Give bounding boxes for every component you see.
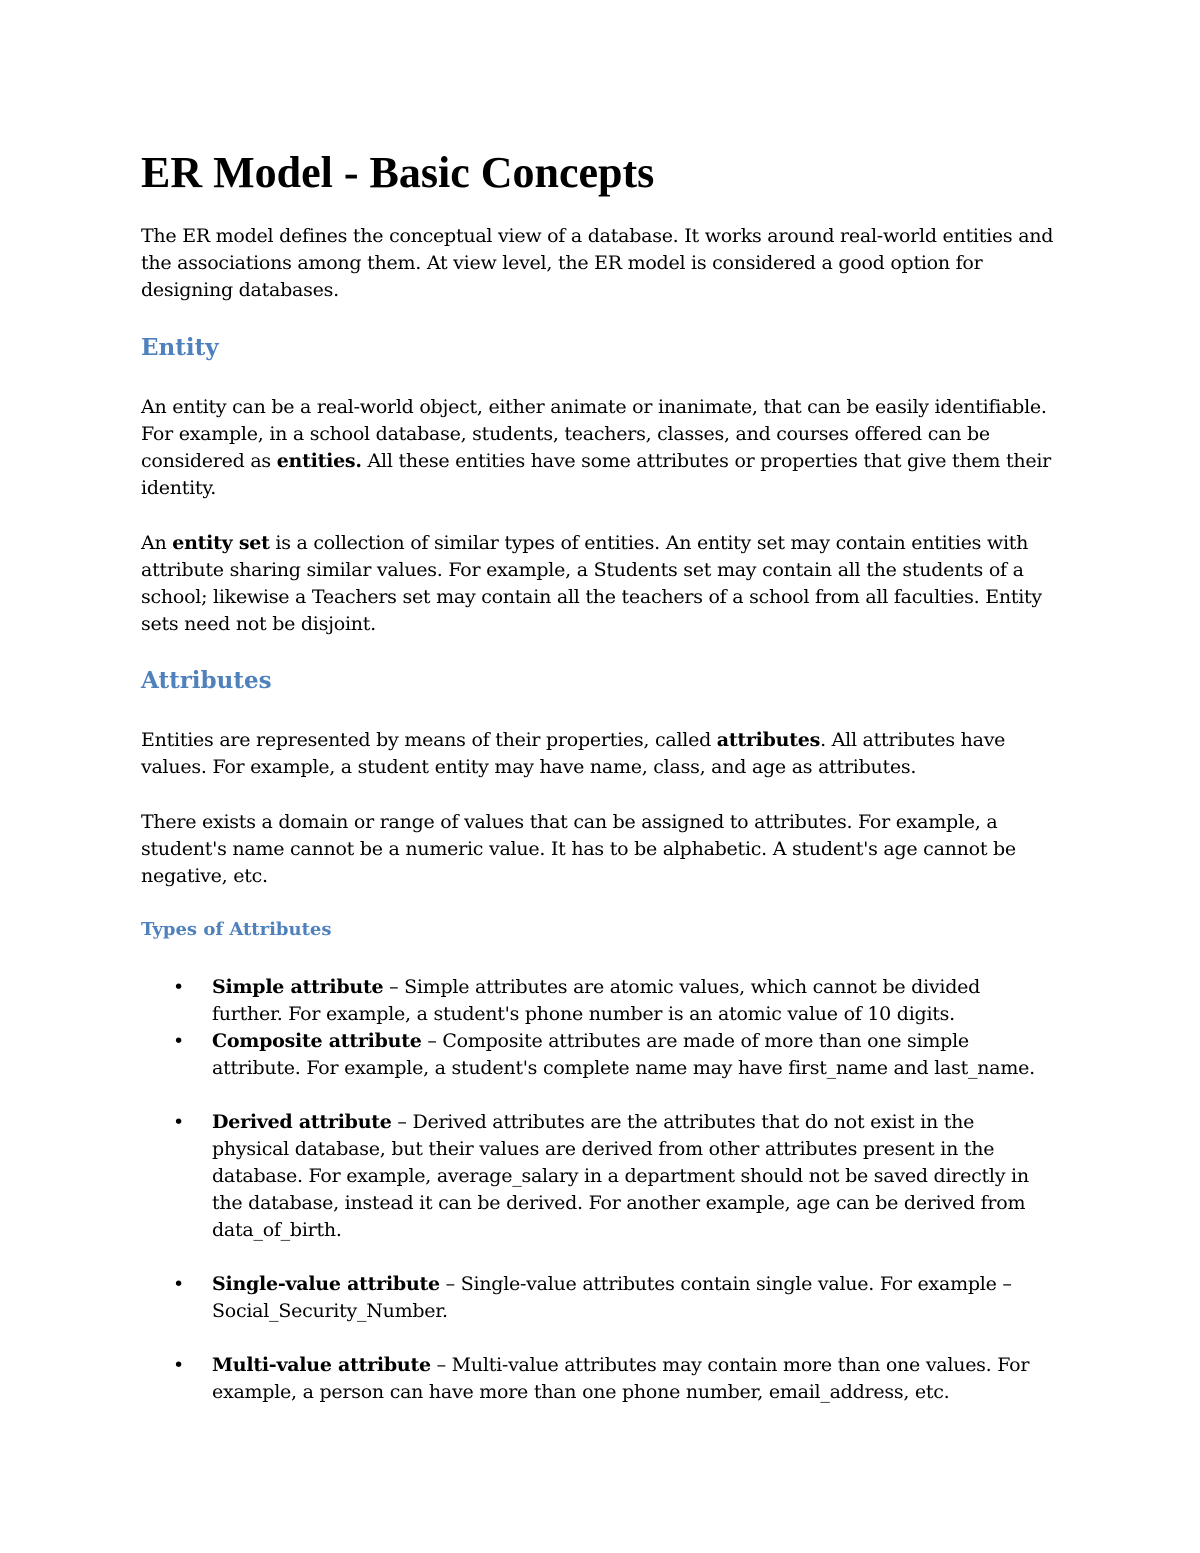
list-item-desc: – Composite attributes are made of more than one simple attribute. For example, a student's complete name may have first_name and last_name. [212, 1030, 1035, 1079]
list-item-term: Derived attribute [212, 1111, 392, 1133]
entity-heading: Entity [141, 334, 219, 361]
attribute-types-list [141, 974, 1056, 1406]
types-of-attributes-heading: Types of Attributes [141, 919, 332, 940]
entity-p2-text-a: An [141, 532, 173, 554]
attributes-heading: Attributes [141, 667, 272, 694]
bullet-icon: • [173, 1273, 184, 1295]
list-item [141, 1028, 1056, 1082]
entity-set-paragraph [141, 530, 1056, 638]
entity-p1-text-b: All these entities have some attributes or properties that give them their identity. [141, 450, 1052, 499]
entity-paragraph-1 [141, 394, 1056, 502]
list-item-desc: – Derived attributes are the attributes that do not exist in the physical database, but their values are derived from other attributes present in the database. For example, average_salary in a department should not be saved directly in the database, instead it can be derived. For another example, age can be derived from data_of_birth. [212, 1111, 1029, 1241]
list-item-desc: – Single-value attributes contain single value. For example – Social_Security_Number. [212, 1273, 1012, 1322]
list-item-term: Multi-value attribute [212, 1354, 431, 1376]
attributes-p1-text-a: Entities are represented by means of their properties, called [141, 729, 717, 751]
entity-set-bold: entity set [172, 532, 270, 554]
bullet-icon: • [173, 1030, 184, 1052]
entity-p1-text-a: An entity can be a real-world object, either animate or inanimate, that can be easily identifiable. For example, in a school database, students, teachers, classes, and courses offered can be considered as [141, 396, 1047, 472]
bullet-icon: • [173, 976, 184, 998]
page-title: ER Model - Basic Concepts [141, 148, 655, 197]
entity-p1-bold: entities. [276, 450, 362, 472]
bullet-icon: • [173, 1354, 184, 1376]
entity-p2-text-b: is a collection of similar types of entities. An entity set may contain entities with attribute sharing similar values. For example, a Students set may contain all the students of a school; likewise a Teachers set may contain all the teachers of a school from all faculties. Entity sets need not be disjoint. [141, 532, 1042, 635]
attributes-bold: attributes [716, 729, 821, 751]
list-item-term: Single-value attribute [212, 1273, 440, 1295]
list-item [141, 1271, 1056, 1325]
list-item [141, 1109, 1056, 1244]
attributes-paragraph-2: There exists a domain or range of values that can be assigned to attributes. For example, a student's name cannot be a numeric value. It has to be alphabetic. A student's age cannot be negative, etc. [141, 811, 1016, 887]
attributes-p1-text-b: . All attributes have values. For example, a student entity may have name, class, and age as attributes. [141, 729, 1006, 778]
list-item [141, 974, 1056, 1028]
attributes-paragraph-1 [141, 727, 1056, 781]
list-item-term: Composite attribute [212, 1030, 422, 1052]
list-item-desc: – Simple attributes are atomic values, which cannot be divided further. For example, a student's phone number is an atomic value of 10 digits. [212, 976, 981, 1025]
bullet-icon: • [173, 1111, 184, 1133]
list-item-term: Simple attribute [212, 976, 384, 998]
list-item-desc: – Multi-value attributes may contain more than one values. For example, a person can have more than one phone number, email_address, etc. [212, 1354, 1030, 1403]
intro-paragraph: The ER model defines the conceptual view of a database. It works around real-world entities and the associations among them. At view level, the ER model is considered a good option for designing databases. [141, 225, 1054, 301]
list-item [141, 1352, 1056, 1406]
